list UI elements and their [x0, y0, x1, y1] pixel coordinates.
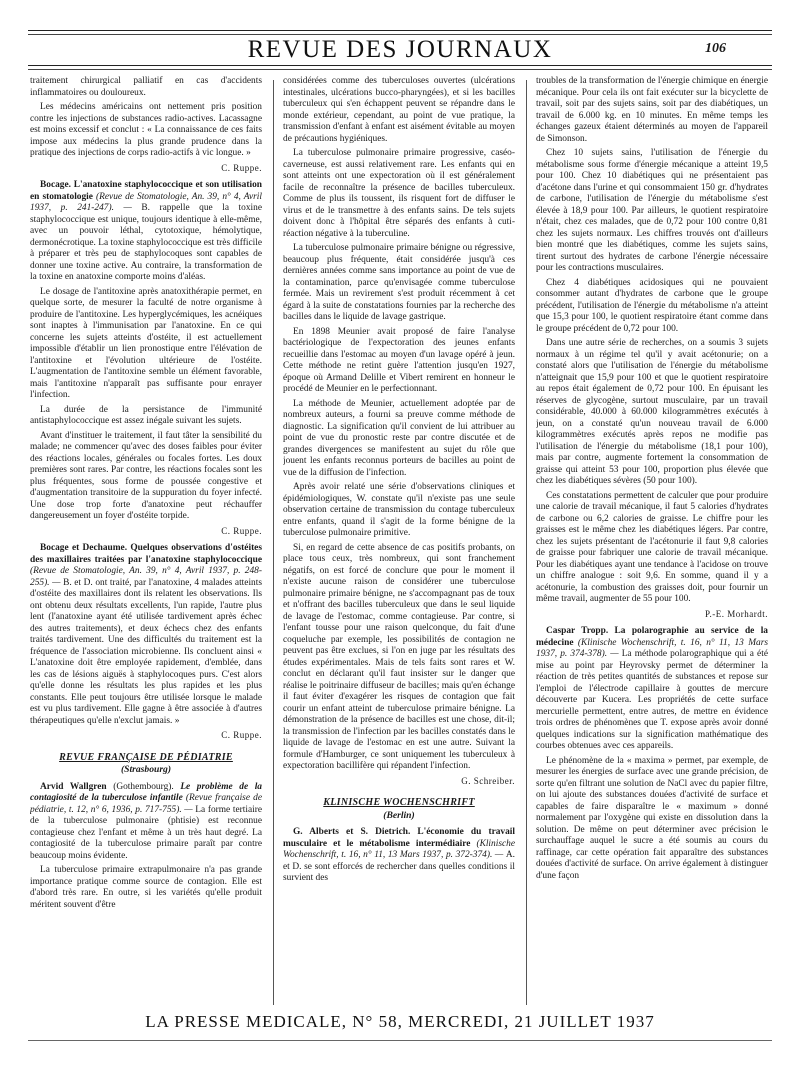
section-city: (Strasbourg) — [120, 764, 172, 775]
page-footer: LA PRESSE MEDICALE, N° 58, MERCREDI, 21 JUILLET 1937 — [145, 1012, 655, 1031]
article-body: B. rappelle que la toxine staphylococcique est unique, toujours identique à elle-même, avec un pouvoir léthal, cytotoxique, hémolytique, dermonécrotique. La toxine staphylococcique est très difficile à préparer et très peu de staphylocoques sont capables de donner une toxine active. Au contraire, la transformation de la toxine en anatoxine comporte moins d'aléas. — [30, 203, 262, 282]
paragraph: La tuberculose pulmonaire primaire bénigne ou régressive, beaucoup plus fréquente, était considérée jusqu'à ces dernières années comme sans importance au point de vue de la contamination, parce qu'envisagée comme tuberculose fermée. Mais un revirement s'est produit récemment à cet égard à la suite de constatations fournies par la recherche des bacilles dans le liquide de lavage gastrique. — [283, 243, 515, 322]
article-title: G. Alberts et S. Dietrich. L'économie du travail musculaire et le métabolisme intermédiaire — [283, 827, 515, 849]
signature: G. Schreiber. — [461, 775, 515, 786]
article-reference: (Revue de Stomatologie, An. 39, n° 4, Avril 1937, p. 241-247). — — [30, 191, 262, 213]
paragraph: traitement chirurgical palliatif en cas d'accidents inflammatoires ou douloureux. — [30, 76, 262, 98]
article-alberts-dietrich — [283, 827, 515, 885]
signature: P.-E. Morhardt. — [705, 608, 768, 619]
column-1 — [30, 76, 262, 1008]
column-divider-1 — [273, 80, 274, 1005]
signature: C. Ruppe. — [221, 525, 262, 536]
signature: C. Ruppe. — [221, 162, 262, 173]
paragraph: Chez 10 sujets sains, l'utilisation de l'énergie du métabolisme sous forme d'énergie mécanique a atteint 19,5 pour 100. Chez 10 diabétiques qui ne présentaient pas d'acétone dans l'urine et qui consommaient 150 gr. d'hydrates de carbone, l'utilisation de l'énergie du métabolisme s'est élevée à 18,9 pour 100. Par ailleurs, le quotient respiratoire n'était, chez ces malades, que de 0,72 pour 100 contre 0,81 chez les sujets normaux. Les chiffres trouvés ont d'ailleurs bien montré que les diabétiques, comme les sujets sains, tirent surtout des hydrates de carbone l'énergie nécessaire pour les contractions musculaires. — [536, 148, 768, 273]
masthead: REVUE DES JOURNAUX — [247, 36, 553, 63]
header-rule-outer — [28, 65, 772, 66]
column-2 — [283, 76, 515, 1008]
paragraph: Chez 4 diabétiques acidosiques qui ne pouvaient consommer autant d'hydrates de carbone que le groupe précédent, l'utilisation de l'énergie du métabolisme n'a atteint que 15,3 pour 100, le quotient respiratoire étant comme dans le groupe précédent de 0,72 pour 100. — [536, 277, 768, 334]
signature: C. Ruppe. — [221, 730, 262, 740]
paragraph: La tuberculose pulmonaire primaire progressive, caséo-caverneuse, est aussi relativement rare. Les enfants qui en sont atteints ont une expectoration où il est généralement facile de reconnaître la présence de bacilles tuberculeux. Comme de plus ils toussent, ils risquent fort de diffuser le virus et de le transmettre à des enfants sains. De tels sujets doivent donc à l'hôpital être séparés des enfants à cuti-réaction négative à la tuberculine. — [283, 148, 515, 239]
footer-rule — [28, 1040, 772, 1041]
paragraph: Après avoir relaté une série d'observations cliniques et épidémiologiques, W. constate qu'il n'existe pas une seule observation certaine de transmission du contage tuberculeux entre enfants, quand il s'agit de la forme bénigne de la tuberculose pulmonaire primitive. — [283, 482, 515, 538]
article-reference: (Klinische Wochenschrift, t. 16, n° 11, 13 Mars 1937, p. 372-374). — — [283, 838, 515, 860]
article-bocage-dechaume — [30, 543, 262, 727]
article-title: Bocage et Dechaume. Quelques observations d'ostéites des maxillaires traitées par l'anatoxine staphylococcique — [30, 543, 262, 565]
article-author: Arvid Wallgren — [40, 781, 107, 792]
article-title: Le problème de la contagiosité de la tuberculose infantile — [30, 781, 262, 803]
column-3 — [536, 76, 768, 1008]
article-bocage-anatoxine — [30, 180, 262, 284]
page-number: 106 — [705, 41, 726, 56]
section-heading-pediatrie: REVUE FRANÇAISE DE PÉDIATRIE — [59, 751, 233, 763]
article-title: Bocage. L'anatoxine staphylococcique et son utilisation en stomatologie — [30, 180, 262, 202]
article-institution: (Gothembourg). — [106, 781, 181, 792]
paragraph: Avant d'instituer le traitement, il faut tâter la sensibilité du malade; ne commencer qu'avec des doses faibles pour éviter des réactions locales, générales ou focales fortes. Les doux premières sont rares. Par contre, les réactions focales sont les plus fréquentes, sous forme de poussée congestive et d'augmentation transitoire de la suppuration du foyer infecté. Une dose trop forte d'anatoxine peut réchauffer dangereusement un foyer d'ostéite torpide. — [30, 430, 262, 521]
article-reference: (Revue française de pédiatrie, t. 12, n° 6, 1936, p. 717-755). — — [30, 793, 262, 815]
column-divider-2 — [526, 80, 527, 1005]
article-body: B. et D. ont traité, par l'anatoxine, 4 malades atteints d'ostéite des maxillaires dont ils relatent les observations. Ils ont obtenu deux résultats excellents, l'un rapide, l'autre plus lent (l'anatoxine ayant été utilisée tardivement après échec des autres traitements), et deux échecs chez des enfants traités tardivement. Une des difficultés du traitement est la fréquence de l'association microbienne. Ils concluent ainsi « L'anatoxine doit être employée rapidement, d'emblée, dans les cas de lésions aiguës à staphylocoques purs. C'est alors qu'elle donne les résultats les plus rapides et les plus constants. Elle peut toujours être utilisée lorsque le malade est vu plus tardivement. Elle gagne à être associée à d'autres thérapeutiques qu'elle n'exclut jamais. » — [30, 577, 262, 726]
paragraph: La tuberculose primaire extrapulmonaire n'a pas grande importance pratique comme source de contagion. Elle est d'abord très rare. En outre, si les variétés qu'elle produit méritent souvent d'être — [30, 865, 262, 910]
header-rule-inner — [28, 69, 772, 70]
top-rule-inner — [28, 34, 772, 35]
paragraph: considérées comme des tuberculoses ouvertes (ulcérations intestinales, ulcérations bucco-pharyngées), et si les bacilles tuberculeux qui s'en échappent peuvent se répandre dans le monde extérieur, cependant, au point de vue pratique, la transmission d'enfant à enfant est aisément évitable au moyen de précautions hygiéniques. — [283, 76, 515, 144]
paragraph: Ces constatations permettent de calculer que pour produire une calorie de travail mécanique, il faut 5 calories d'hydrates de carbone ou 6,2 calories de graisse. Le chiffre pour les graisses est le même chez les diabétiques légers. Par contre, chez les sujets présentant de l'acétonurie il faut 9,8 calories de graisse pour fabriquer une calorie de travail mécanique. Pour les diabétiques ayant une tendance à l'acidose on trouve un chiffre analogue : soit 9,6. En somme, quand il y a acétonurie, la combustion des graisses doit, pour fournir un même travail, augmenter de 55 pour 100. — [536, 490, 768, 604]
article-body: La forme tertiaire de la tuberculose pulmonaire (phtisie) est reconnue contagieuse chez l'enfant et même à un très haut degré. La contagiosité de la tuberculose primaire paraît par contre beaucoup moins évidente. — [30, 804, 262, 861]
paragraph: Si, en regard de cette absence de cas positifs probants, on place tous ceux, très nombreux, qui sont franchement négatifs, on est forcé de conclure que pour le moment il n'existe aucune raison de considérer une tuberculose pulmonaire primaire bénigne, ne s'accompagnant pas de toux et n'offrant des bacilles tuberculeux que dans le seul liquide de lavage de l'estomac, comme contagieuse. Par contre, si l'enfant tousse pour une raison quelconque, du fait d'une coqueluche par exemple, les possibilités de contagion ne peuvent pas être exclues, si l'on en juge par les résultats des études expérimentales. Mais de tels faits sont rares et W. conclut en déclarant qu'il faut insister sur le danger que réalise le poitrinaire diffuseur de bacilles; mais qu'en échange il faut éviter d'exagérer les risques de contagion que fait courir un enfant atteint de tuberculose primaire bénigne. La démonstration de la présence de bacilles est une chose, dit-il; la transmission de l'infection par les bacilles constatés dans le liquide de lavage de l'estomac en est une autre. Suivant la formule d'Hamburger, ce sont uniquement les tuberculeux à expectoration bacillifère qui répandent l'infection. — [283, 542, 515, 771]
paragraph: Le dosage de l'antitoxine après anatoxithérapie permet, en quelque sorte, de mesurer la faculté de notre organisme à produire de l'antitoxine. Les hyperglycémiques, les acnéiques sont inaptes à l'immunisation par l'anatoxine. En ce qui concerne les sujets atteints d'ostéite, il est actuellement impossible d'établir un lien pronostique entre l'élévation de l'antitoxine et l'évolution ultérieure de l'ostéite. L'augmentation de l'antitoxine semble un élément favorable, mais l'antitoxine n'apparaît pas suffisante pour enrayer l'infection. — [30, 286, 262, 400]
article-reference: (Revue de Stomatologie, An. 39, n° 4, Avril 1937, p. 248-255). — — [30, 566, 262, 588]
paragraph: Le phénomène de la « maxima » permet, par exemple, de mesurer les énergies de surface avec une grande précision, de sorte qu'en filtrant une solution de NaCl avec du papier filtre, on lui ajoute des substances douées d'activité de surface et capables de faire disparaître le « maximum » donné normalement par l'oxygène qui existe en dissolution dans la solution. De même on peut déterminer avec précision le surchauffage auquel le sucre a été soumis au cours du raffinage, car cette opération fait apparaître des substances douées d'activité de surface. On arrive également à distinguer d'une façon — [536, 755, 768, 881]
article-body: La méthode polarographique qui a été mise au point par Heyrovsky permet de déterminer la réaction de très petites quantités de substances et repose sur l'emploi de l'électrode capillaire à gouttes de mercure découverte par Kucera. Les propriétés de cette surface mercurielle permettent, entre autres, de mettre en évidence trois ordres de phénomènes que T. expose après avoir donné quelques indications sur la signification mathématique des courbes obtenues avec ces appareils. — [536, 649, 768, 751]
paragraph: Les médecins américains ont nettement pris position contre les injections de substances radio-actives. Lacassagne est moins excessif et conclut : « La connaissance de ces faits impose aux médecins la plus grande prudence dans la pratique des injections de corps radio-actifs à vic longue. » — [30, 102, 262, 158]
paragraph: En 1898 Meunier avait proposé de faire l'analyse bactériologique de l'expectoration des jeunes enfants recueillie dans l'estomac au moyen d'un lavage opéré à jeun. Cette méthode ne retint guère l'attention jusqu'en 1927, époque où Armand Delille et Vibert remirent en honneur le procédé de Meunier en le perfectionnant. — [283, 326, 515, 394]
top-rule-outer — [28, 30, 772, 31]
article-tropp-polarographie — [536, 626, 768, 753]
paragraph: La durée de la persistance de l'immunité antistaphylococcique est assez inégale suivant les sujets. — [30, 404, 262, 426]
paragraph: troubles de la transformation de l'énergie chimique en énergie mécanique. Pour cela ils ont fait exécuter sur la bicyclette de travail, soit par des sujets sains, soit par des diabétiques, un travail de 6.000 kg. en 10 minutes. En même temps les échanges gazeux étaient déterminés au moyen de l'appareil de Simonson. — [536, 76, 768, 144]
section-city: (Berlin) — [383, 809, 415, 821]
paragraph: Dans une autre série de recherches, on a soumis 3 sujets normaux à un régime tel qu'il y avait acétonurie; on a constaté alors que l'utilisation de l'énergie du métabolisme n'atteignait que 15,9 pour 100 et que le quotient respiratoire au repos était également de 0,72 pour 100. En épuisant les réserves de glycogène, surtout musculaire, par un travail considérable, 40.000 à 60.000 kilogrammètres exécutés à jeun, on a constaté qu'un nouveau travail de 6.000 kilogrammètres exécutés après repos ne modifie pas l'utilisation de l'énergie du métabolisme (18,1 pour 100), mais par contre, augmente fortement la consommation de graisse qui atteint 53 pour 100, proportion plus élevée que chez les diabétiques sévères (50 pour 100). — [536, 338, 768, 486]
article-body: A. et D. se sont efforcés de rechercher dans quelles conditions il survient des — [283, 850, 515, 883]
article-title: Caspar Tropp. La polarographie au service de la médecine — [536, 626, 768, 648]
paragraph: La méthode de Meunier, actuellement adoptée par de nombreux auteurs, a fourni sa preuve comme méthode de diagnostic. La signification qu'il convient de lui attribuer au point de vue du pronostic reste par contre discutée et de grandes divergences se manifestent au sujet du rôle que jouent les enfants reconnus porteurs de bacilles au point de vue de la diffusion de l'infection. — [283, 398, 515, 478]
article-reference: (Klinische Wochenschrift, t. 16, n° 11, 13 Mars 1937, p. 374-378). — — [536, 637, 768, 659]
article-wallgren — [30, 782, 262, 863]
section-heading-klinische: KLINISCHE WOCHENSCHRIFT — [323, 797, 475, 808]
